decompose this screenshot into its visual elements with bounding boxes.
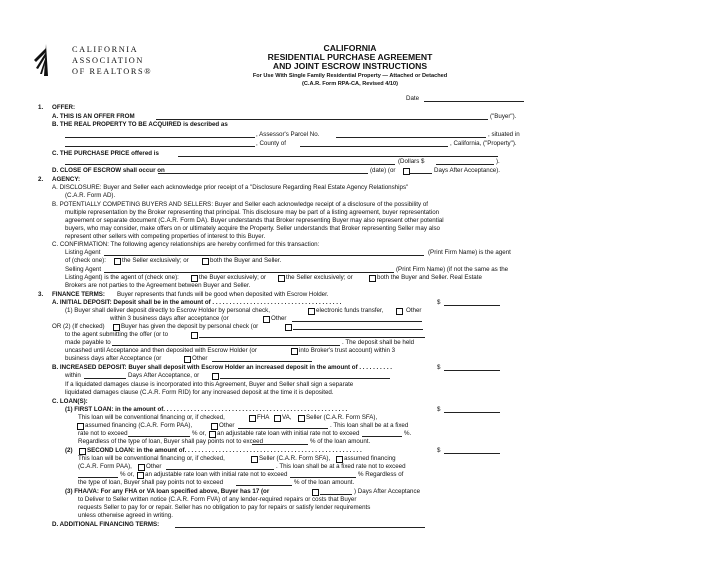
fixed-label: . This loan shall be at a fixed bbox=[330, 422, 409, 429]
logo-line3: OF REALTORS® bbox=[72, 67, 153, 76]
seller-sfa-checkbox[interactable] bbox=[298, 415, 305, 422]
county-field[interactable] bbox=[300, 146, 448, 147]
liquidated-line2: liquidated damages clause (C.A.R. Form RID) for any increased deposit at the time it is deposited. bbox=[65, 389, 334, 396]
logo-line2: ASSOCIATION bbox=[72, 56, 144, 65]
section-1-title: OFFER: bbox=[52, 104, 76, 111]
days-after-label: Days After Acceptance). bbox=[434, 167, 501, 174]
second-num: (2) bbox=[65, 447, 73, 454]
price-words-field[interactable] bbox=[178, 156, 498, 157]
buyer-end-label: ("Buyer"). bbox=[490, 113, 517, 120]
listing-both-checkbox[interactable] bbox=[202, 258, 209, 265]
increased-days-field[interactable] bbox=[84, 378, 126, 379]
fhava-line3: requests Seller to pay for or repair. Seller has no obligation to pay for repairs or satisfy lender requirements bbox=[78, 504, 371, 511]
city-field[interactable] bbox=[65, 146, 255, 147]
initial-deposit-label: A. INITIAL DEPOSIT: Deposit shall be in the amount of . . . . . . . . . . . . . . . . . . . . . . . . . . . . . . . . . . . . . . bbox=[52, 299, 342, 306]
increased-dollar: $ bbox=[437, 364, 441, 371]
property-label: B. THE REAL PROPERTY TO BE ACQUIRED is described as bbox=[52, 121, 228, 128]
to-agent-checkbox[interactable] bbox=[191, 332, 198, 339]
title-rpa: RESIDENTIAL PURCHASE AGREEMENT bbox=[267, 52, 433, 62]
close-escrow-label: D. CLOSE OF ESCROW shall occur on bbox=[52, 167, 165, 174]
other3-label: Other bbox=[192, 355, 208, 362]
second-other-checkbox[interactable] bbox=[138, 464, 145, 471]
brokers-label: Brokers are not parties to the Agreement between Buyer and Seller. bbox=[65, 282, 251, 289]
both2-label: both the Buyer and Seller. Real Estate bbox=[377, 274, 482, 281]
date-field[interactable] bbox=[424, 101, 524, 102]
within-label: within bbox=[65, 372, 81, 379]
close-days-field[interactable] bbox=[410, 173, 432, 174]
finance-intro: Buyer represents that funds will be good when deposited with Escrow Holder. bbox=[117, 291, 329, 298]
fixed2-label: . This loan shall be at a fixed rate not to exceed bbox=[276, 463, 406, 470]
second-adjustable-checkbox[interactable] bbox=[137, 472, 144, 479]
to-agent-label: to the agent submitting the offer (or to bbox=[65, 331, 169, 338]
increased-or-field[interactable] bbox=[220, 378, 390, 379]
additional-terms-field[interactable] bbox=[175, 527, 425, 528]
listing-firm-label: (Print Firm Name) is the agent bbox=[428, 249, 511, 256]
confirmation-label: C. CONFIRMATION: The following agency relationships are hereby confirmed for this transaction: bbox=[52, 241, 320, 248]
second-points-field[interactable] bbox=[236, 485, 292, 486]
points-field[interactable] bbox=[252, 444, 308, 445]
competing-line2: multiple representation by the Broker representing that principal. This disclosure may be part of a listing agreement, buyer representation bbox=[65, 209, 440, 216]
county-label: , County of bbox=[256, 140, 286, 147]
regardless2-label: % Regardless of bbox=[358, 471, 404, 478]
trust-label: into Broker's trust account) within 3 bbox=[299, 347, 396, 354]
title-california: CALIFORNIA bbox=[323, 43, 377, 53]
fhava-checkbox[interactable] bbox=[312, 489, 319, 496]
adjustable-checkbox[interactable] bbox=[209, 431, 216, 438]
car-logo bbox=[30, 42, 180, 82]
regardless-label: Regardless of the type of loan, Buyer shall pay points not to exceed bbox=[78, 438, 264, 445]
first-other-field[interactable] bbox=[238, 428, 328, 429]
other4-label: Other bbox=[219, 422, 235, 429]
other-label: Other bbox=[406, 307, 422, 314]
parcel-label: , Assessor's Parcel No. bbox=[256, 131, 320, 138]
loans-label: C. LOAN(S): bbox=[52, 398, 88, 405]
fhava-days-field[interactable] bbox=[320, 494, 352, 495]
first-other-checkbox[interactable] bbox=[211, 423, 218, 430]
eft-label: electronic funds transfer, bbox=[316, 307, 384, 314]
assumed-checkbox[interactable] bbox=[77, 423, 84, 430]
type-loan-label: the type of loan, Buyer shall pay points not to exceed bbox=[78, 479, 224, 486]
fha-checkbox[interactable] bbox=[249, 415, 256, 422]
second-other-field[interactable] bbox=[166, 469, 274, 470]
second-fixed-field[interactable] bbox=[78, 477, 118, 478]
dollars-end: ). bbox=[496, 158, 500, 165]
pct-or-label: % or, bbox=[192, 430, 207, 437]
listing-agent-label: Listing Agent bbox=[65, 249, 101, 256]
section-3-title: FINANCE TERMS: bbox=[52, 291, 105, 298]
adjustable2-label: an adjustable rate loan with initial rate not to exceed bbox=[145, 471, 288, 478]
second-loan-checkbox[interactable] bbox=[79, 448, 86, 455]
competing-line4: buyers, who may consider, make offers on or ultimately acquire the Property. Seller understands that Broker representing Seller may also bbox=[65, 225, 440, 232]
liquidated-line1: If a liquidated damages clause is incorporated into this Agreement, Buyer and Seller shall sign a separate bbox=[65, 381, 354, 388]
va-label: VA, bbox=[282, 414, 292, 421]
listing-agent-field[interactable] bbox=[104, 255, 424, 256]
section-3-num: 3. bbox=[38, 291, 44, 298]
close-date-field[interactable] bbox=[158, 173, 368, 174]
to-agent-field[interactable] bbox=[199, 337, 425, 338]
other5-label: Other bbox=[146, 463, 162, 470]
second-assumed-checkbox[interactable] bbox=[336, 456, 343, 463]
other-checkbox[interactable] bbox=[396, 308, 403, 315]
logo-line1: CALIFORNIA bbox=[72, 45, 139, 54]
paa-label: (C.A.R. Form PAA), bbox=[78, 463, 132, 470]
of-check-label: of (check one): bbox=[65, 257, 106, 264]
or2-label: OR (2) (If checked) bbox=[52, 323, 105, 330]
both-label: both the Buyer and Seller. bbox=[210, 257, 282, 264]
second-loan-field[interactable] bbox=[444, 453, 500, 454]
business-other-field[interactable] bbox=[212, 361, 312, 362]
second-loan-l1: This loan will be conventional financing or, if checked, bbox=[78, 455, 225, 462]
days-after-acc-label: Days After Acceptance, or bbox=[128, 372, 200, 379]
fixed-rate-field[interactable] bbox=[128, 436, 190, 437]
section-2-num: 2. bbox=[38, 176, 44, 183]
days-acc-label: ) Days After Acceptance bbox=[354, 488, 421, 495]
close-days-checkbox[interactable] bbox=[403, 168, 410, 175]
competing-line1: B. POTENTIALLY COMPETING BUYERS AND SELLERS: Buyer and Seller each acknowledge receipt of a disclosure of the possibility of bbox=[52, 201, 428, 208]
first-loan-label: (1) FIRST LOAN: in the amount of. . . . . . . . . . . . . . . . . . . . . . . . . . . . . . . . . . . . . . . . . . . . . . . . . . . . . . bbox=[65, 406, 348, 413]
second-loan-label: SECOND LOAN: in the amount of. . . . . . . . . . . . . . . . . . . . . . . . . . . . . . . . . . . . . . . . . . . . . . . . . . . . bbox=[87, 447, 362, 454]
assumed-label: assumed financing (C.A.R. Form PAA), bbox=[85, 422, 193, 429]
date-or-label: (date) (or bbox=[370, 167, 396, 174]
increased-deposit-field[interactable] bbox=[444, 370, 500, 371]
pct-loan2-label: % of the loan amount. bbox=[294, 479, 355, 486]
competing-line5: represent other sellers with competing properties of interest to this Buyer. bbox=[65, 233, 266, 240]
section-2-title: AGENCY: bbox=[52, 176, 81, 183]
trust-checkbox[interactable] bbox=[291, 348, 298, 355]
adjustable-label: an adjustable rate loan with initial rate not to exceed bbox=[217, 430, 360, 437]
va-checkbox[interactable] bbox=[274, 415, 281, 422]
within3-checkbox[interactable] bbox=[263, 316, 270, 323]
pct-label: %. bbox=[404, 430, 412, 437]
increased-deposit-label: B. INCREASED DEPOSIT: Buyer shall deposit with Escrow Holder an increased deposit in the amount of . . . . . . . . . . bbox=[52, 364, 393, 371]
initial-deposit-field[interactable] bbox=[444, 305, 500, 306]
fha-label: FHA bbox=[257, 414, 270, 421]
first-loan-dollar: $ bbox=[437, 406, 441, 413]
deposit-direct-label: (1) Buyer shall deliver deposit directly to Escrow Holder by personal check, bbox=[65, 307, 270, 314]
parcel-number-field[interactable] bbox=[336, 137, 486, 138]
personal-check-checkbox[interactable] bbox=[285, 324, 292, 331]
competing-line3: agreement or separate document (C.A.R. Form DA). Buyer understands that Broker representing Buyer may also represent other potential bbox=[65, 217, 444, 224]
title-escrow: AND JOINT ESCROW INSTRUCTIONS bbox=[272, 61, 428, 71]
form-number: (C.A.R. Form RPA-CA, Revised 4/10) bbox=[302, 81, 398, 87]
made-payable-field[interactable] bbox=[112, 345, 340, 346]
dollars-label: (Dollars $ bbox=[398, 158, 425, 165]
offer-from-label: A. THIS IS AN OFFER FROM bbox=[52, 113, 135, 120]
uncashed-label: uncashed until Acceptance and then deposited with Escrow Holder (or bbox=[65, 347, 257, 354]
business-label: business days after Acceptance (or bbox=[65, 355, 162, 362]
made-payable-label: made payable to bbox=[65, 339, 111, 346]
selling-buyer-checkbox[interactable] bbox=[191, 275, 198, 282]
pct-or2-label: % or, bbox=[120, 471, 135, 478]
seller-excl2-label: the Seller exclusively; or bbox=[286, 274, 353, 281]
initial-deposit-dollar: $ bbox=[437, 299, 441, 306]
second-seller-checkbox[interactable] bbox=[251, 456, 258, 463]
california-label: , California, ("Property"). bbox=[450, 140, 517, 147]
personal-check-field[interactable] bbox=[293, 329, 423, 330]
assumed2-label: assumed financing bbox=[344, 455, 396, 462]
business-checkbox[interactable] bbox=[184, 356, 191, 363]
selling-seller-checkbox[interactable] bbox=[278, 275, 285, 282]
subtitle: For Use With Single Family Residential Property — Attached or Detached bbox=[252, 73, 448, 79]
disclosure-line1: A. DISCLOSURE: Buyer and Seller each acknowledge prior receipt of a "Disclosure Regarding Real Estate Agency Relationships" bbox=[52, 184, 409, 191]
within3-label: within 3 business days after acceptance (or bbox=[110, 315, 229, 322]
selling-firm-label: (Print Firm Name) (if not the same as the bbox=[396, 266, 509, 273]
other2-label: Other bbox=[271, 315, 287, 322]
adjustable-rate-field[interactable] bbox=[362, 436, 402, 437]
listing-is-label: Listing Agent) is the agent of (check one): bbox=[65, 274, 179, 281]
eft-checkbox[interactable] bbox=[308, 308, 315, 315]
property-description-field[interactable] bbox=[65, 137, 255, 138]
seller-excl-label: the Seller exclusively; or bbox=[122, 257, 189, 264]
price-words-field-2[interactable] bbox=[65, 164, 395, 165]
or2b-label: Buyer has given the deposit by personal check (or bbox=[121, 323, 259, 330]
second-loan-dollar: $ bbox=[437, 447, 441, 454]
price-amount-field[interactable] bbox=[436, 164, 494, 165]
additional-terms-label: D. ADDITIONAL FINANCING TERMS: bbox=[52, 521, 160, 528]
seller-car-label: Seller (C.A.R. Form SFA), bbox=[306, 414, 378, 421]
second-adjustable-field[interactable] bbox=[290, 477, 356, 478]
selling-both-checkbox[interactable] bbox=[369, 275, 376, 282]
fhava-label: (3) FHA/VA: For any FHA or VA loan specified above, Buyer has 17 (or bbox=[65, 488, 270, 495]
buyer-excl-label: the Buyer exclusively; or bbox=[199, 274, 267, 281]
pct-loan-label: % of the loan amount. bbox=[310, 438, 371, 445]
selling-agent-label: Selling Agent bbox=[65, 266, 102, 273]
first-loan-field[interactable] bbox=[444, 412, 500, 413]
first-loan-l1: This loan will be conventional financing or, if checked, bbox=[78, 414, 225, 421]
listing-seller-checkbox[interactable] bbox=[114, 258, 121, 265]
date-label: Date bbox=[406, 95, 420, 102]
seller-sfa-label: Seller (C.A.R. Form SFA), bbox=[259, 455, 331, 462]
fhava-line2: to Deliver to Seller written notice (C.A.R. Form FVA) of any lender-required repairs or costs that Buyer bbox=[78, 496, 357, 503]
disclosure-line2: (C.A.R. Form AD). bbox=[65, 192, 116, 199]
buyer-name-field[interactable] bbox=[156, 119, 488, 120]
fhava-line4: unless otherwise agreed in writing. bbox=[78, 512, 173, 519]
section-1-num: 1. bbox=[38, 104, 44, 111]
situated-label: , situated in bbox=[488, 131, 520, 138]
rate-not-label: rate not to exceed bbox=[78, 430, 128, 437]
increased-or-checkbox[interactable] bbox=[212, 373, 219, 380]
or2-checkbox[interactable] bbox=[113, 324, 120, 331]
within3-field[interactable] bbox=[292, 321, 422, 322]
purchase-price-label: C. THE PURCHASE PRICE offered is bbox=[52, 150, 159, 157]
logo-mark-icon bbox=[30, 42, 66, 78]
deposit-held-label: . The deposit shall be held bbox=[342, 339, 415, 346]
selling-agent-field[interactable] bbox=[104, 272, 394, 273]
